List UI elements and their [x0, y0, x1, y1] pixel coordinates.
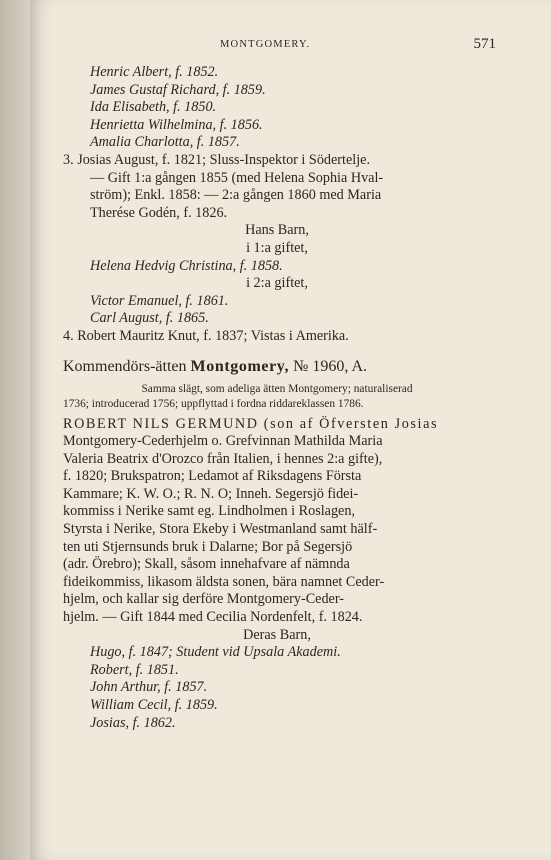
page-header	[30, 36, 551, 56]
child-entry: Ida Elisabeth, f. 1850.	[90, 99, 217, 116]
entry-line: Styrsta i Nerike, Stora Ekeby i Westmanland samt hälf-	[63, 521, 378, 538]
entry-line: kommiss i Nerike samt eg. Lindholmen i Roslagen,	[63, 503, 355, 520]
note-line: Samma slägt, som adeliga ätten Montgomery; naturaliserad	[141, 382, 413, 395]
child-entry: John Arthur, f. 1857.	[90, 679, 208, 696]
child-entry: Carl August, f. 1865.	[90, 310, 209, 327]
section-number: № 1960, A.	[293, 357, 368, 375]
josias-line: ström); Enkl. 1858: — 2:a gången 1860 med Maria	[90, 187, 382, 204]
book-spine-shadow	[0, 0, 30, 860]
child-entry: Henric Albert, f. 1852.	[90, 64, 219, 80]
josias-line: — Gift 1:a gången 1855 (med Helena Sophia Hval-	[90, 169, 384, 186]
entry-line: ROBERT NILS GERMUND (son af Öfversten Josias	[63, 415, 439, 432]
entry-line: fideikommiss, likasom äldsta sonen, bära namnet Ceder-	[63, 573, 385, 590]
children-heading: Hans Barn,	[245, 222, 309, 239]
section-heading	[63, 356, 491, 378]
marriage-heading: i 2:a giftet,	[246, 275, 308, 292]
note-line: 1736; introducerad 1756; uppflyttad i fordna riddareklassen 1786.	[63, 397, 364, 410]
child-entry: Victor Emanuel, f. 1861.	[90, 292, 229, 309]
robert-nils-entry	[63, 416, 491, 733]
entry-line: hjelm, och kallar sig derföre Montgomery-Ceder-	[63, 591, 345, 608]
child-entry: William Cecil, f. 1859.	[90, 697, 218, 713]
josias-entry	[63, 152, 491, 328]
running-head: MONTGOMERY.	[220, 39, 311, 50]
child-entry: Helena Hedvig Christina, f. 1858.	[90, 257, 283, 274]
children-heading: Deras Barn,	[243, 626, 311, 643]
child-entry: Henrietta Wilhelmina, f. 1856.	[90, 116, 263, 133]
entry-line: Kammare; K. W. O.; R. N. O; Inneh. Segersjö fidei-	[63, 485, 359, 502]
robert-mauritz-entry: 4. Robert Mauritz Knut, f. 1837; Vistas i Amerika.	[63, 327, 349, 344]
page-content	[63, 64, 491, 732]
entry-line: Montgomery-Cederhjelm o. Grefvinnan Mathilda Maria	[63, 433, 383, 450]
child-entry: Hugo, f. 1847; Student vid Upsala Akademi.	[90, 644, 341, 661]
children-list-top	[63, 64, 491, 152]
josias-line: 3. Josias August, f. 1821; Sluss-Inspektor i Södertelje.	[63, 151, 370, 168]
entry-line: ten uti Stjernsunds bruk i Dalarne; Bor på Segersjö	[63, 538, 353, 555]
entry-line: Valeria Beatrix d'Orozco från Italien, i hennes 2:a gifte),	[63, 450, 383, 467]
marriage-heading: i 1:a giftet,	[246, 239, 308, 256]
child-entry: Amalia Charlotta, f. 1857.	[90, 134, 240, 151]
page-number: 571	[473, 36, 496, 52]
entry-line: f. 1820; Brukspatron; Ledamot af Riksdagens Första	[63, 468, 362, 485]
section-note	[63, 382, 491, 412]
child-entry: James Gustaf Richard, f. 1859.	[90, 81, 266, 98]
section-family-name: Montgomery,	[190, 357, 290, 375]
entry-line: (adr. Örebro); Skall, såsom innehafvare af nämnda	[63, 556, 350, 573]
child-entry: Robert, f. 1851.	[90, 661, 179, 678]
book-page	[30, 0, 551, 860]
josias-line: Therése Godén, f. 1826.	[90, 204, 228, 221]
entry-line: hjelm. — Gift 1844 med Cecilia Nordenfelt, f. 1824.	[63, 609, 363, 626]
section-prefix: Kommendörs-ätten	[63, 357, 187, 375]
child-entry: Josias, f. 1862.	[90, 714, 176, 731]
